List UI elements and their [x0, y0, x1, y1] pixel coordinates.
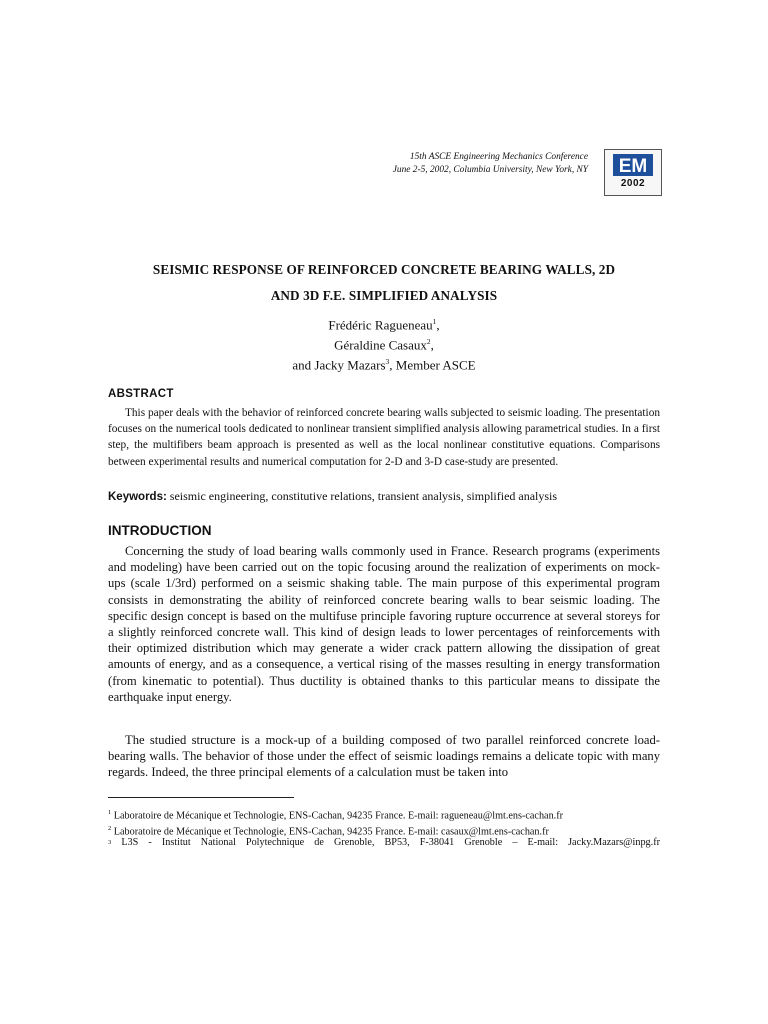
footnote-3-word: de: [314, 837, 324, 848]
footnote-3: [108, 837, 660, 849]
keywords-line: [108, 489, 660, 504]
footnote-3-word: Grenoble,: [333, 837, 375, 848]
footnote-3-word: Polytechnique: [245, 837, 305, 848]
introduction-paragraph-2: The studied structure is a mock-up of a building composed of two parallel reinforced concrete load-bearing walls. The behavior of those under the effect of seismic loadings remains a delicate topic with many regards. Indeed, the three principal elements of a calculation must be taken into: [108, 733, 660, 780]
abstract-heading: ABSTRACT: [108, 388, 174, 400]
keywords-label: Keywords:: [108, 491, 167, 503]
footnote-3-word: –: [512, 837, 518, 848]
footnote-3-word: F-38041: [419, 837, 455, 848]
conference-title: 15th ASCE Engineering Mechanics Conference: [409, 152, 588, 162]
conference-logo: [604, 149, 662, 196]
abstract-text: This paper deals with the behavior of reinforced concrete bearing walls subjected to seismic loading. The presentation focuses on the numerical tools dedicated to nonlinear transient simplified analysis allowing parametrical studies. In a first step, the multifibers beam approach is presented as well as the local nonlinear constitutive equations. Comparisons between experimental results and numerical computation for 2-D and 3-D case-study are presented.: [108, 407, 660, 468]
footnote-1: $^1$ Laboratoire de Mécanique et Technologie, ENS-Cachan, 94235 France. E-mail: ragueneau@lmt.ens-cachan.fr: [108, 809, 563, 822]
introduction-heading: INTRODUCTION: [108, 523, 212, 538]
conference-date-location: June 2-5, 2002, Columbia University, New York, NY: [392, 165, 588, 175]
footnote-3-word: L3S: [121, 837, 139, 848]
paper-title-line-1: SEISMIC RESPONSE OF REINFORCED CONCRETE BEARING WALLS, 2D: [152, 262, 616, 277]
footnote-3-word: Institut: [161, 837, 191, 848]
keywords-text: seismic engineering, constitutive relations, transient analysis, simplified analysis: [166, 489, 558, 503]
conference-info: [330, 151, 588, 177]
footnote-2: $^2$ Laboratoire de Mécanique et Technologie, ENS-Cachan, 94235 France. E-mail: casaux@lmt.ens-cachan.fr: [108, 825, 549, 838]
author-list: [108, 314, 660, 373]
author-2: Géraldine Casaux$^2$,: [334, 336, 434, 353]
footnote-3-word: BP53,: [384, 837, 410, 848]
footnote-3-word: Grenoble: [464, 837, 503, 848]
author-3: and Jacky Mazars$^3$, Member ASCE: [292, 356, 476, 372]
paper-title-line-2: AND 3D F.E. SIMPLIFIED ANALYSIS: [270, 288, 498, 303]
introduction-paragraph-1: Concerning the study of load bearing walls commonly used in France. Research programs (experiments and modeling) have been carried out on the topic focusing around the realization of experiments on mock-ups (scale 1/3rd) performed on a seismic shaking table. The main purpose of this experimental program consists in demonstrating the ability of reinforced concrete bearing walls to bear seismic loading. The specific design concept is based on the multifuse principle favoring rupture occurrence at several storeys for a slightly reinforced concrete wall. This kind of design leads to lower percentages of reinforcements with their optimized distribution which may generate a wider crack pattern allowing the dissipation of great amounts of energy, and as a consequence, a vertical rising of the masses resulting in energy transformation (from kinematic to potential). Thus ductility is obtained thanks to this particular means to dissipate the earthquake input energy.: [108, 544, 660, 704]
footnote-divider: [108, 797, 294, 798]
logo-year: 2002: [620, 178, 646, 189]
footnote-3-word: E-mail:: [527, 837, 559, 848]
footnote-3-word: Jacky.Mazars@inpg.fr: [568, 837, 660, 848]
logo-letters: EM: [618, 156, 648, 176]
footnote-3-word: -: [148, 837, 152, 848]
author-1: Frédéric Ragueneau$^1$,: [328, 317, 440, 333]
em-logo-graphic: [613, 154, 653, 176]
footnote-3-word: National: [200, 837, 236, 848]
footnote-3-number: 3: [108, 839, 112, 846]
